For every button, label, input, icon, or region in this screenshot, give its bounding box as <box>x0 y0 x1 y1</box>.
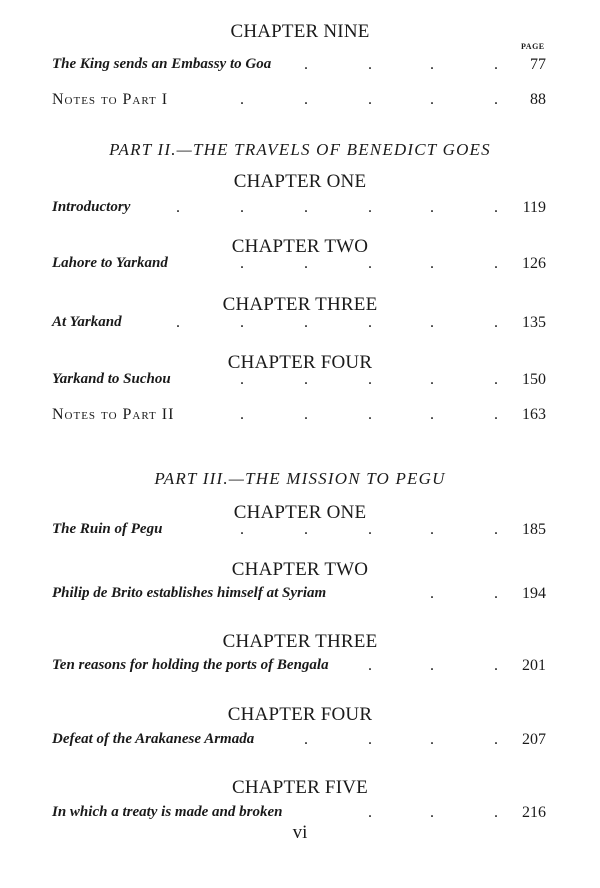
entry-title: Defeat of the Arakanese Armada <box>52 731 255 747</box>
leader-dot: . <box>430 56 434 73</box>
leader-dot: . <box>430 521 434 538</box>
leader-dot: . <box>494 371 498 388</box>
leader-dot: . <box>304 199 308 216</box>
toc-entry[interactable] <box>52 406 546 428</box>
leader-dot: . <box>368 371 372 388</box>
leader-dot: . <box>240 255 244 272</box>
chapter-heading: CHAPTER THREE <box>222 631 378 652</box>
leader-dot: . <box>368 731 372 748</box>
leader-dot: . <box>240 199 244 216</box>
part-heading: PART III.—THE MISSION TO PEGU <box>154 469 446 488</box>
entry-page-number: 163 <box>522 406 546 423</box>
entry-title: Notes to Part I <box>52 91 169 108</box>
entry-title: Philip de Brito establishes himself at Syriam <box>52 585 327 601</box>
entry-page-number: 201 <box>522 657 546 674</box>
leader-dot: . <box>430 406 434 423</box>
leader-dot: . <box>368 521 372 538</box>
entry-page-number: 88 <box>530 91 546 108</box>
leader-dot: . <box>368 406 372 423</box>
entry-page-number: 216 <box>522 804 546 821</box>
leader-dot: . <box>176 314 180 331</box>
leader-dot: . <box>430 91 434 108</box>
leader-dot: . <box>368 657 372 674</box>
leader-dot: . <box>494 731 498 748</box>
toc-entry[interactable] <box>52 255 546 277</box>
leader-dot: . <box>368 56 372 73</box>
entry-title: Notes to Part II <box>52 406 175 423</box>
chapter-heading: CHAPTER THREE <box>222 294 378 315</box>
entry-title: In which a treaty is made and broken <box>52 804 283 820</box>
toc-entry[interactable] <box>52 199 546 221</box>
leader-dot: . <box>304 314 308 331</box>
entry-title: The Ruin of Pegu <box>52 521 163 537</box>
leader-dot: . <box>240 371 244 388</box>
toc-entry[interactable] <box>52 521 546 543</box>
chapter-heading: CHAPTER FIVE <box>232 777 368 798</box>
entry-title: Introductory <box>52 199 131 215</box>
leader-dot: . <box>494 199 498 216</box>
leader-dot: . <box>430 255 434 272</box>
entry-page-number: 194 <box>522 585 546 602</box>
toc-entry[interactable] <box>52 657 546 679</box>
chapter-heading: CHAPTER FOUR <box>227 352 373 373</box>
entry-title: Lahore to Yarkand <box>52 255 168 271</box>
chapter-heading: CHAPTER TWO <box>231 559 369 580</box>
leader-dot: . <box>368 199 372 216</box>
leader-dot: . <box>494 804 498 821</box>
leader-dot: . <box>368 314 372 331</box>
leader-dot: . <box>304 731 308 748</box>
leader-dot: . <box>494 56 498 73</box>
leader-dot: . <box>240 91 244 108</box>
leader-dot: . <box>494 314 498 331</box>
leader-dot: . <box>368 804 372 821</box>
leader-dot: . <box>430 199 434 216</box>
leader-dot: . <box>430 657 434 674</box>
leader-dot: . <box>176 199 180 216</box>
leader-dot: . <box>240 406 244 423</box>
chapter-heading: CHAPTER ONE <box>233 502 367 523</box>
leader-dot: . <box>304 406 308 423</box>
chapter-heading: CHAPTER TWO <box>231 236 369 257</box>
chapter-heading: CHAPTER NINE <box>230 21 370 42</box>
toc-entry[interactable] <box>52 56 546 78</box>
entry-page-number: 135 <box>522 314 546 331</box>
entry-page-number: 119 <box>522 199 546 216</box>
leader-dot: . <box>494 255 498 272</box>
entry-page-number: 77 <box>530 56 546 73</box>
entry-title: The King sends an Embassy to Goa <box>52 56 272 72</box>
leader-dot: . <box>240 521 244 538</box>
leader-dot: . <box>430 314 434 331</box>
leader-dot: . <box>304 91 308 108</box>
leader-dot: . <box>430 804 434 821</box>
leader-dot: . <box>240 314 244 331</box>
entry-page-number: 207 <box>522 731 546 748</box>
entry-page-number: 126 <box>522 255 546 272</box>
entry-title: Yarkand to Suchou <box>52 371 171 387</box>
toc-entry[interactable] <box>52 731 546 753</box>
leader-dot: . <box>304 521 308 538</box>
leader-dot: . <box>430 731 434 748</box>
toc-entry[interactable] <box>52 585 546 607</box>
entry-title: At Yarkand <box>52 314 122 330</box>
chapter-heading: CHAPTER ONE <box>233 171 367 192</box>
leader-dot: . <box>494 657 498 674</box>
toc-entry[interactable] <box>52 91 546 113</box>
page-folio: vi <box>292 822 308 843</box>
chapter-heading: CHAPTER FOUR <box>227 704 373 725</box>
entry-page-number: 150 <box>522 371 546 388</box>
page-label: PAGE <box>521 42 545 51</box>
toc-entry[interactable] <box>52 314 546 336</box>
leader-dot: . <box>304 56 308 73</box>
leader-dot: . <box>430 371 434 388</box>
leader-dot: . <box>494 585 498 602</box>
entry-page-number: 185 <box>522 521 546 538</box>
leader-dot: . <box>494 91 498 108</box>
entry-title: Ten reasons for holding the ports of Bengala <box>52 657 329 673</box>
toc-entry[interactable] <box>52 371 546 393</box>
leader-dot: . <box>304 371 308 388</box>
leader-dot: . <box>430 585 434 602</box>
part-heading: PART II.—THE TRAVELS OF BENEDICT GOES <box>109 140 491 159</box>
leader-dot: . <box>368 255 372 272</box>
leader-dot: . <box>368 91 372 108</box>
leader-dot: . <box>494 406 498 423</box>
leader-dot: . <box>494 521 498 538</box>
leader-dot: . <box>304 255 308 272</box>
